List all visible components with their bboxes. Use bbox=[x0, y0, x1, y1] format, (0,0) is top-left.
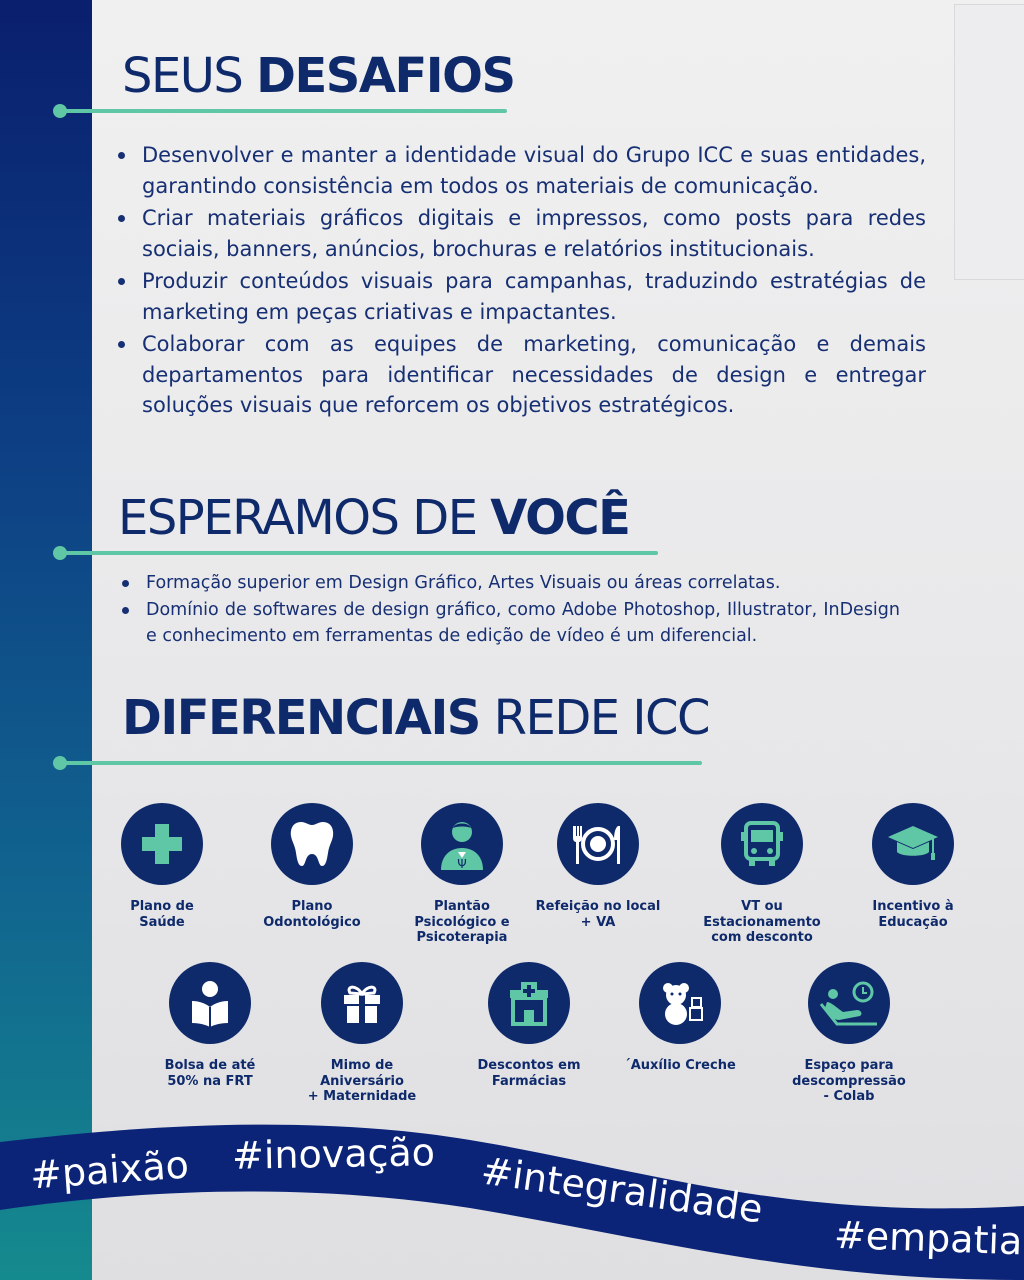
reading-person-icon bbox=[169, 962, 251, 1044]
benefit-dental-plan bbox=[237, 803, 387, 930]
tooth-icon bbox=[271, 803, 353, 885]
psychologist-icon bbox=[421, 803, 503, 885]
expectations-title-bold: VOCÊ bbox=[490, 490, 630, 546]
plate-cutlery-icon bbox=[557, 803, 639, 885]
challenge-item: Criar materiais gráficos digitais e impressos, como posts para redes sociais, banners, anúncios, brochuras e relatórios institucionais. bbox=[116, 203, 926, 264]
relax-lounge-icon bbox=[808, 962, 890, 1044]
benefit-label: Plano Odontológico bbox=[263, 899, 361, 930]
svg-text:Ψ: Ψ bbox=[457, 857, 467, 870]
benefit-gift bbox=[287, 962, 437, 1105]
expectations-title-light: ESPERAMOS DE bbox=[118, 490, 491, 546]
corner-panel bbox=[954, 4, 1024, 280]
benefit-scholarship bbox=[135, 962, 285, 1089]
expectation-item: Formação superior em Design Gráfico, Artes Visuais ou áreas correlatas. bbox=[120, 570, 900, 597]
graduation-cap-icon bbox=[872, 803, 954, 885]
benefit-label: ´Auxílio Creche bbox=[624, 1058, 736, 1073]
teddy-bear-icon bbox=[639, 962, 721, 1044]
benefit-daycare bbox=[605, 962, 755, 1074]
expectations-list bbox=[120, 570, 900, 650]
benefit-relax-space bbox=[774, 962, 924, 1105]
pharmacy-icon bbox=[488, 962, 570, 1044]
benefit-transport bbox=[687, 803, 837, 946]
challenges-title-bold: DESAFIOS bbox=[256, 48, 515, 104]
benefit-label: Espaço para descompressão - Colab bbox=[792, 1058, 906, 1104]
challenges-rule bbox=[60, 109, 507, 113]
benefit-label: Bolsa de até 50% na FRT bbox=[164, 1058, 256, 1089]
benefit-label: Plano de Saúde bbox=[130, 899, 194, 930]
challenge-item: Desenvolver e manter a identidade visual do Grupo ICC e suas entidades, garantindo consistência em todos os materiais de comunicação. bbox=[116, 140, 926, 201]
benefit-health-plan bbox=[87, 803, 237, 930]
hashtag-empathy: #empatia bbox=[833, 1212, 1024, 1264]
benefit-pharmacy bbox=[454, 962, 604, 1089]
hashtag-innovation: #inovação bbox=[231, 1130, 436, 1178]
expectations-title bbox=[118, 490, 629, 546]
benefit-label: Incentivo à Educação bbox=[872, 899, 954, 930]
benefits-title-bold: DIFERENCIAIS bbox=[122, 690, 480, 746]
benefit-psychology bbox=[387, 803, 537, 946]
hashtag-ribbon bbox=[0, 1120, 1024, 1280]
challenge-item: Colaborar com as equipes de marketing, comunicação e demais departamentos para identificar necessidades de design e entregar soluções visuais que reforcem os objetivos estratégicos. bbox=[116, 329, 926, 421]
challenge-item: Produzir conteúdos visuais para campanhas, traduzindo estratégias de marketing em peças criativas e impactantes. bbox=[116, 266, 926, 327]
health-cross-icon bbox=[121, 803, 203, 885]
benefit-label: Refeição no local + VA bbox=[535, 899, 661, 930]
benefits-title bbox=[122, 690, 709, 746]
benefit-label: Mimo de Aniversário + Maternidade bbox=[307, 1058, 417, 1104]
expectations-rule bbox=[60, 551, 658, 555]
benefits-title-light: REDE ICC bbox=[479, 690, 710, 746]
challenges-list bbox=[116, 140, 926, 423]
expectation-item: Domínio de softwares de design gráfico, como Adobe Photoshop, Illustrator, InDesign e conhecimento em ferramentas de edição de vídeo é um diferencial. bbox=[120, 597, 900, 650]
hashtag-passion: #paixão bbox=[28, 1142, 191, 1198]
benefit-education bbox=[838, 803, 988, 930]
challenges-title-light: SEUS bbox=[122, 48, 257, 104]
benefit-label: Descontos em Farmácias bbox=[477, 1058, 581, 1089]
benefit-label: VT ou Estacionamento com desconto bbox=[703, 899, 821, 945]
challenges-title bbox=[122, 48, 515, 104]
benefits-rule bbox=[60, 761, 702, 765]
gift-icon bbox=[321, 962, 403, 1044]
benefit-meal bbox=[523, 803, 673, 930]
benefit-label: Plantão Psicológico e Psicoterapia bbox=[414, 899, 510, 945]
bus-icon bbox=[721, 803, 803, 885]
side-gradient-bar bbox=[0, 0, 92, 1280]
hashtag-integrality: #integralidade bbox=[478, 1148, 766, 1232]
